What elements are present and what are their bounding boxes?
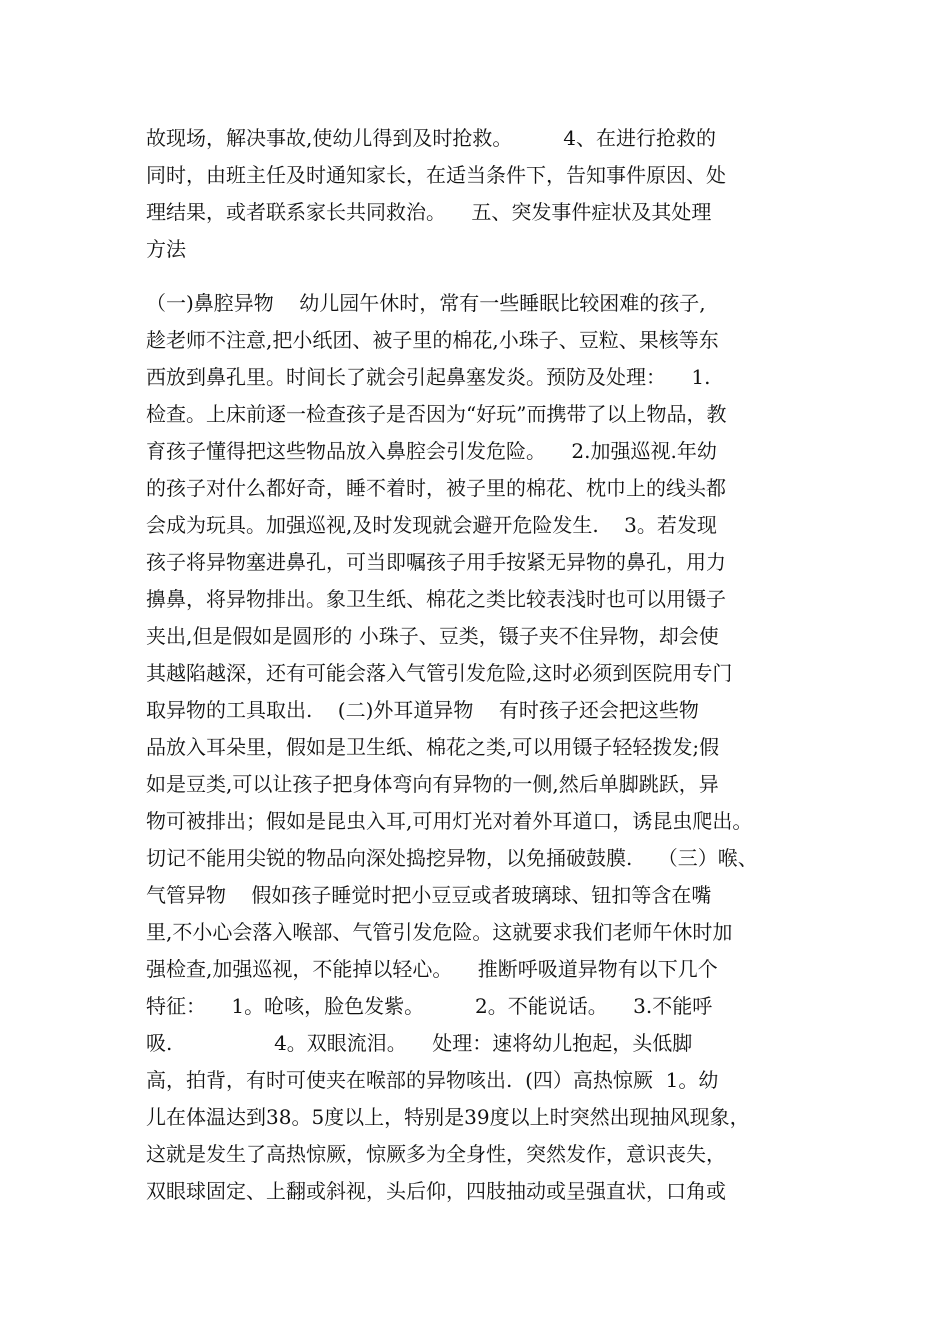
text-line: 这就是发生了高热惊厥，惊厥多为全身性，突然发作，意识丧失， xyxy=(146,1142,726,1166)
text-line: 如是豆类,可以让孩子把身体弯向有异物的一侧,然后单脚跳跃，异 xyxy=(146,772,719,796)
text-line: 气管异物 假如孩子睡觉时把小豆豆或者玻璃球、钮扣等含在嘴 xyxy=(146,883,712,907)
text-line: 双眼球固定、上翻或斜视，头后仰，四肢抽动或呈强直状，口角或 xyxy=(146,1179,726,1203)
text-line: 吸. 4。双眼流泪。 处理：速将幼儿抱起，头低脚 xyxy=(146,1031,693,1055)
text-line: 西放到鼻孔里。时间长了就会引起鼻塞发炎。预防及处理： 1. xyxy=(146,365,711,389)
text-line: 孩子将异物塞进鼻孔，可当即嘱孩子用手按紧无异物的鼻孔，用力 xyxy=(146,550,726,574)
text-line: 理结果，或者联系家长共同救治。 五、突发事件症状及其处理 xyxy=(146,200,712,224)
text-line: 检查。上床前逐一检查孩子是否因为“好玩”而携带了以上物品，教 xyxy=(146,402,727,426)
text-line: 其越陷越深，还有可能会落入气管引发危险,这时必须到医院用专门 xyxy=(146,661,733,685)
text-line: 方法 xyxy=(146,237,186,261)
text-line: 切记不能用尖锐的物品向深处捣挖异物，以免捅破鼓膜. （三）喉、 xyxy=(146,846,758,870)
text-line: 的孩子对什么都好奇，睡不着时，被子里的棉花、枕巾上的线头都 xyxy=(146,476,726,500)
text-line: 同时，由班主任及时通知家长，在适当条件下，告知事件原因、处 xyxy=(146,163,726,187)
text-line: 物可被排出；假如是昆虫入耳,可用灯光对着外耳道口，诱昆虫爬出。 xyxy=(146,809,753,833)
text-line: 儿在体温达到38。5度以上，特别是39度以上时突然出现抽风现象， xyxy=(146,1105,750,1129)
text-line: 取异物的工具取出. (二)外耳道异物 有时孩子还会把这些物 xyxy=(146,698,699,722)
text-line: 育孩子懂得把这些物品放入鼻腔会引发危险。 2.加强巡视.年幼 xyxy=(146,439,717,463)
text-line: 高，拍背，有时可使夹在喉部的异物咳出. (四）高热惊厥 1。幼 xyxy=(146,1068,719,1092)
text-line: 特征： 1。呛咳，脸色发紫。 2。不能说话。 3.不能呼 xyxy=(146,994,713,1018)
text-line: 品放入耳朵里，假如是卫生纸、棉花之类,可以用镊子轻轻拨发;假 xyxy=(146,735,720,759)
text-line: （一)鼻腔异物 幼儿园午休时，常有一些睡眠比较困难的孩子, xyxy=(146,291,706,315)
text-line: 强检查,加强巡视，不能掉以轻心。 推断呼吸道异物有以下几个 xyxy=(146,957,718,981)
text-line: 会成为玩具。加强巡视,及时发现就会避开危险发生. 3。若发现 xyxy=(146,513,717,537)
text-line: 里,不小心会落入喉部、气管引发危险。这就要求我们老师午休时加 xyxy=(146,920,733,944)
text-line: 故现场，解决事故,使幼儿得到及时抢救。 4、在进行抢救的 xyxy=(146,126,716,150)
text-line: 趁老师不注意,把小纸团、被子里的棉花,小珠子、豆粒、果核等东 xyxy=(146,328,719,352)
text-line: 夹出,但是假如是圆形的 小珠子、豆类，镊子夹不住异物，却会使 xyxy=(146,624,719,648)
text-line: 擤鼻，将异物排出。象卫生纸、棉花之类比较表浅时也可以用镊子 xyxy=(146,587,726,611)
